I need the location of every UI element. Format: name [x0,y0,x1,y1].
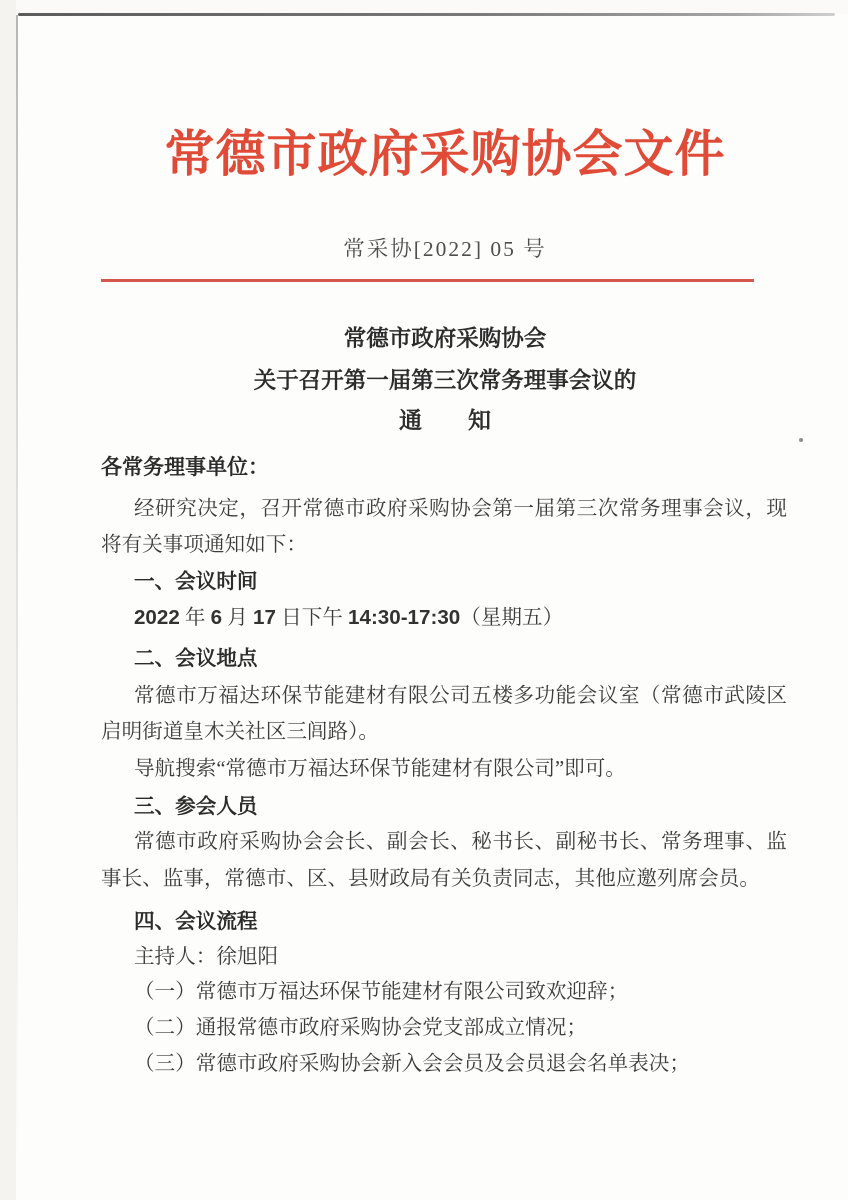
document-title-line2: 关于召开第一届第三次常务理事会议的 [253,368,637,393]
meeting-location-line2: 启明街道皇木关社区三闾路）。 [101,721,380,743]
section-heading-attendees: 三、参会人员 [133,795,258,818]
attendees-line1: 常德市政府采购协会会长、副会长、秘书长、副秘书长、常务理事、监 [133,831,787,853]
document-number: 常采协[2022] 05 号 [343,237,547,261]
paper-left-edge [16,15,18,1160]
section-heading-meeting-location: 二、会议地点 [133,647,258,670]
section-heading-agenda: 四、会议流程 [133,910,258,933]
navigation-hint: 导航搜索“常德市万福达环保节能建材有限公司”即可。 [133,758,626,780]
intro-paragraph-line2: 将有关事项通知如下： [101,534,307,556]
intro-paragraph-line1: 经研究决定，召开常德市政府采购协会第一届第三次常务理事会议，现 [133,498,787,520]
paper-top-edge [18,13,835,16]
section-heading-meeting-time: 一、会议时间 [133,570,258,593]
agenda-item-2: （二）通报常德市政府采购协会党支部成立情况； [133,1017,588,1039]
attendees-line2: 事长、监事，常德市、区、县财政局有关负责同志，其他应邀列席会员。 [101,868,760,890]
meeting-time-value: 2022 年 6 月 17 日下午 14:30-17:30（星期五） [133,606,564,629]
agenda-host: 主持人：徐旭阳 [133,946,279,968]
document-title-line1: 常德市政府采购协会 [343,326,547,351]
scan-background-strip [0,0,16,1200]
agenda-item-3: （三）常德市政府采购协会新入会会员及会员退会名单表决； [133,1053,690,1075]
scan-speck [799,438,803,442]
document-title-notice: 通 知 [399,408,491,433]
salutation: 各常务理事单位： [101,456,269,479]
agenda-item-1: （一）常德市万福达环保节能建材有限公司致欢迎辞； [133,981,629,1003]
masthead-org-title: 常德市政府采购协会文件 [164,126,726,182]
red-divider-rule [101,279,754,282]
meeting-location-line1: 常德市万福达环保节能建材有限公司五楼多功能会议室（常德市武陵区 [133,685,787,707]
